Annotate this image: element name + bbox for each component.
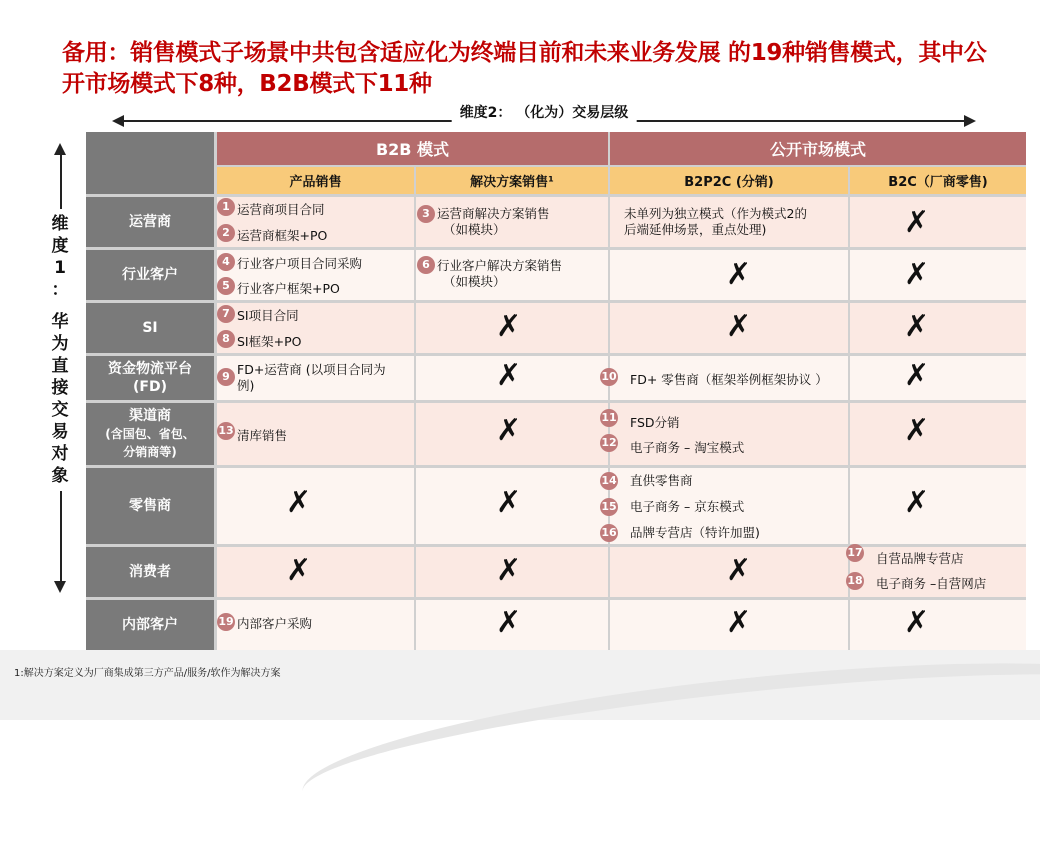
- header-public-market: 公开市场模式: [610, 132, 1026, 165]
- cell: [217, 547, 414, 597]
- mode-number-badge: 3: [417, 205, 435, 223]
- not-applicable-x-icon: ✗: [904, 205, 930, 240]
- mode-number-badge: 14: [600, 472, 618, 490]
- mode-item: 自营品牌专营店: [876, 551, 964, 566]
- not-applicable-x-icon: ✗: [496, 413, 522, 448]
- mode-item: 内部客户采购: [237, 616, 313, 631]
- not-applicable-x-icon: ✗: [496, 309, 522, 344]
- arrow-right-icon: [964, 115, 976, 127]
- row-header-retailer: 零售商: [86, 468, 214, 544]
- not-applicable-x-icon: ✗: [496, 553, 522, 588]
- mode-number-badge: 1: [217, 198, 235, 216]
- mode-number-badge: 2: [217, 224, 235, 242]
- mode-item: FSD分销: [630, 415, 680, 430]
- header-solution-sales: 解决方案销售¹: [416, 167, 608, 194]
- footnote: 1:解决方案定义为厂商集成第三方产品/服务/软作为解决方案: [14, 668, 281, 679]
- mode-number-badge: 19: [217, 613, 235, 631]
- row-header-fd: 资金物流平台 (FD): [86, 356, 214, 400]
- mode-item: 清库销售: [237, 428, 288, 443]
- header-b2b: B2B 模式: [217, 132, 608, 165]
- mode-item: 电子商务 – 淘宝模式: [630, 440, 745, 455]
- mode-number-badge: 15: [600, 498, 618, 516]
- cell: [850, 197, 1026, 247]
- not-applicable-x-icon: ✗: [904, 605, 930, 640]
- mode-item: SI项目合同: [237, 308, 299, 323]
- not-applicable-x-icon: ✗: [286, 553, 312, 588]
- row-header-consumer: 消费者: [86, 547, 214, 597]
- mode-number-badge: 16: [600, 524, 618, 542]
- mode-item: FD+运营商 (以项目合同为 例): [237, 362, 386, 393]
- cell: [850, 303, 1026, 353]
- dimension1-label: 维 度 1 ： 华 为 直 接 交 易 对 象: [46, 209, 74, 491]
- mode-item: 行业客户解决方案销售 （如模块）: [437, 258, 563, 289]
- mode-item: 行业客户项目合同采购: [237, 256, 363, 271]
- not-applicable-x-icon: ✗: [904, 358, 930, 393]
- mode-item: 电子商务 – 京东模式: [630, 499, 745, 514]
- mode-number-badge: 6: [417, 256, 435, 274]
- cell: [850, 468, 1026, 544]
- sales-mode-table: [86, 132, 1026, 650]
- not-applicable-x-icon: ✗: [726, 309, 752, 344]
- mode-item: 运营商解决方案销售 （如模块）: [437, 206, 550, 237]
- mode-number-badge: 17: [846, 544, 864, 562]
- cell: [850, 403, 1026, 465]
- arrow-down-icon: [54, 581, 66, 593]
- header-product-sales: 产品销售: [217, 167, 414, 194]
- mode-number-badge: 8: [217, 330, 235, 348]
- not-applicable-x-icon: ✗: [496, 358, 522, 393]
- not-applicable-x-icon: ✗: [496, 605, 522, 640]
- mode-item: 品牌专营店（特许加盟): [630, 525, 760, 540]
- decorative-swoosh: [295, 631, 1040, 858]
- mode-number-badge: 13: [217, 422, 235, 440]
- not-applicable-x-icon: ✗: [904, 257, 930, 292]
- header-b2p2c: B2P2C (分销): [610, 167, 848, 194]
- cell: [850, 600, 1026, 650]
- row-header-channel: 渠道商 (含国包、省包、 分销商等): [86, 403, 214, 465]
- mode-item: SI框架+PO: [237, 334, 302, 349]
- mode-number-badge: 12: [600, 434, 618, 452]
- arrow-left-icon: [112, 115, 124, 127]
- arrow-up-icon: [54, 143, 66, 155]
- mode-item: 直供零售商: [630, 473, 693, 488]
- footer-band: [0, 650, 1040, 720]
- not-applicable-x-icon: ✗: [726, 605, 752, 640]
- not-applicable-x-icon: ✗: [286, 485, 312, 520]
- dimension1-axis: [40, 143, 80, 593]
- mode-note: 未单列为独立模式（作为模式2的 后端延伸场景，重点处理): [624, 206, 807, 237]
- mode-number-badge: 7: [217, 305, 235, 323]
- dimension2-axis: [112, 100, 976, 126]
- mode-item: 运营商框架+PO: [237, 228, 328, 243]
- row-header-si: SI: [86, 303, 214, 353]
- page-title: 备用：销售模式子场景中共包含适应化为终端目前和未来业务发展 的19种销售模式，其中公开市场模式下8种，B2B模式下11种: [62, 40, 987, 97]
- row-header-operator: 运营商: [86, 197, 214, 247]
- table-corner: [86, 132, 214, 194]
- mode-number-badge: 5: [217, 277, 235, 295]
- mode-number-badge: 4: [217, 253, 235, 271]
- row-header-internal: 内部客户: [86, 600, 214, 650]
- mode-item: FD+ 零售商（框架举例框架协议 ）: [630, 372, 828, 387]
- cell: [217, 468, 414, 544]
- cell: [850, 250, 1026, 300]
- not-applicable-x-icon: ✗: [904, 485, 930, 520]
- mode-number-badge: 18: [846, 572, 864, 590]
- header-b2c: B2C（厂商零售): [850, 167, 1026, 194]
- not-applicable-x-icon: ✗: [904, 309, 930, 344]
- cell: [850, 356, 1026, 400]
- mode-item: 电子商务 –自营网店: [876, 576, 987, 591]
- row-header-industry: 行业客户: [86, 250, 214, 300]
- mode-number-badge: 10: [600, 368, 618, 386]
- mode-item: 运营商项目合同: [237, 202, 325, 217]
- mode-number-badge: 11: [600, 409, 618, 427]
- mode-number-badge: 9: [217, 368, 235, 386]
- not-applicable-x-icon: ✗: [726, 553, 752, 588]
- dimension2-label: 维度2： （化为）交易层级: [452, 102, 637, 122]
- not-applicable-x-icon: ✗: [726, 257, 752, 292]
- not-applicable-x-icon: ✗: [496, 485, 522, 520]
- mode-item: 行业客户框架+PO: [237, 281, 340, 296]
- not-applicable-x-icon: ✗: [904, 413, 930, 448]
